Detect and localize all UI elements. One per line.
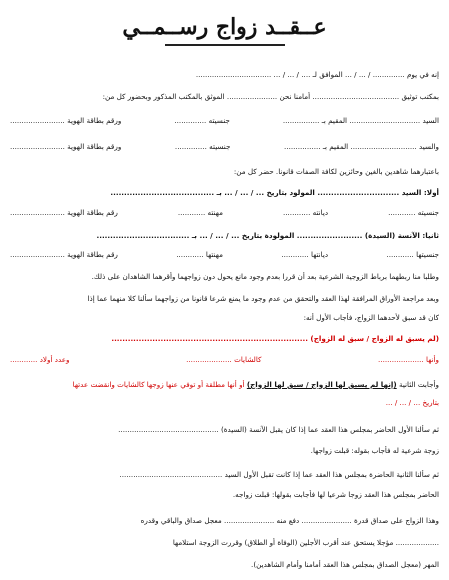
bride-answer-intro: وأجابت الثانية: [398, 380, 439, 389]
bride-marital-status-line: [10, 380, 439, 390]
groom-id: رقم بطاقة الهوية ........................: [10, 208, 118, 217]
first-answer-intro: كان قد سبق لأحدهما الزواج، فأجاب الأول أنه:: [303, 313, 439, 322]
groom-acceptance: زوجة شرعية له فأجاب بقوله: قبلت زواجها.: [310, 446, 439, 455]
witness-2-line: [10, 142, 439, 152]
bride-acceptance: الحاضر بمجلس هذا العقد زوجا شرعيا لها فأجابت بقولها: قبلت زواجه.: [232, 490, 439, 499]
groom-profession: مهنته ............: [177, 208, 223, 217]
bride-profession: مهنتها ............: [176, 250, 223, 259]
bride-religion: ديانتها ............: [281, 250, 329, 259]
witness-2-nationality: جنسيته ..............: [174, 142, 231, 151]
groom-nationality: جنسيته ............: [388, 208, 439, 217]
dowry-line: وهذا الزواج على صداق قدرة ...................... دفع منه ...................... معجل صداق والباقي وقدره: [140, 516, 439, 525]
groom-acceptance-question: ثم سألنا الأول الحاضر بمجلس هذا العقد عما إذا كان يقبل الآنسة (السيدة) ............................................: [118, 425, 439, 434]
witness-2-name: والسيد ............................. المقيم بـ ................: [284, 142, 439, 151]
witness-1-line: [10, 116, 439, 126]
request-statement: وطلبا منا ربطهما برباط الزوجية الشرعية بعد أن قررا بعدم وجود مانع يحول دون زواجهما وأقرهما الشاهدان على ذلك.: [91, 272, 439, 281]
groom-details: أولا: السيد .............................. المولود بتاريخ ... / ... / ... بـ ......................................: [110, 188, 439, 197]
groom-line: [10, 188, 439, 198]
witness-1-nationality: جنسيته ..............: [174, 116, 230, 125]
bride-id: رقم بطاقة الهوية ........................: [10, 250, 118, 259]
witness-1-id: ورقم بطاقة الهوية ........................: [10, 116, 122, 125]
groom-marital-details: [10, 355, 439, 365]
groom-wives: وأنها ....................: [378, 355, 439, 364]
bride-nationality: جنسيتها ............: [386, 250, 439, 259]
witness-2-id: ورقم بطاقة الهوية ........................: [10, 142, 122, 151]
verification-statement: وبعد مراجعة الأوراق المرافقة لهذا العقد والتحقق من عدم وجود ما يمنع شرعا قانونا من زواجهما سألنا كلا منهما عما إذا: [87, 294, 439, 303]
groom-religion: ديانته ............: [282, 208, 329, 217]
bride-info-line: [10, 250, 439, 260]
bride-marital-extra: أو أنها مطلقة أو توفي عنها زوجها كالشايات وانقضت عدتها: [72, 380, 245, 389]
deferred-dowry-line: ................... مؤجلا يستحق عند أقرب الأجلين (الوفاة أو الطلاق) وقررت الزوجة استلامها: [172, 538, 439, 547]
bride-marital-status: (إنها لم يسبق لها الزواج / سبق لها الزواج): [246, 380, 397, 389]
dowry-receipt-line: المهر (معجل الصداق بمجلس هذا العقد أمامنا وأمام الشاهدين).: [251, 560, 439, 569]
title-underline: [165, 44, 285, 46]
bride-line: [10, 231, 439, 241]
witness-1-name: السيد ............................... المقيم بـ ................: [282, 116, 439, 125]
bride-acceptance-question: ثم سألنا الثانية الحاضرة بمجلس هذا العقد عما إذا كانت تقبل الأول السيد .............................................: [119, 470, 439, 479]
date-line: إنه في يوم .............. / ... / ... الموافق لـ .... / ... / ... .................................: [195, 70, 439, 79]
contract-title: عــقــد زواج رســمــي: [122, 14, 327, 40]
groom-info-line: [10, 208, 439, 218]
bride-details: ثانيا: الآنسة (السيدة) ........................ المولودة بتاريخ ... / ... / ... بـ ..................................: [96, 231, 439, 240]
groom-children: وعدد أولاد ............: [10, 355, 70, 364]
office-line: بمكتب توثيق ...................................... أمامنا نحن ...................... الموثق بالمكتب المذكور وبحضور كل من:: [102, 92, 439, 101]
groom-wives-desc: كالشايات ....................: [186, 355, 262, 364]
witnesses-statement: باعتبارهما شاهدين بالغين وحائزين لكافة الصفات قانونا. حضر كل من:: [233, 167, 439, 176]
groom-marital-status: (لم يسبق له الزواج / سبق له الزواج) ........................................................................: [111, 334, 439, 343]
bride-iddah-date: بتاريخ ... / ... / ...: [385, 398, 439, 407]
